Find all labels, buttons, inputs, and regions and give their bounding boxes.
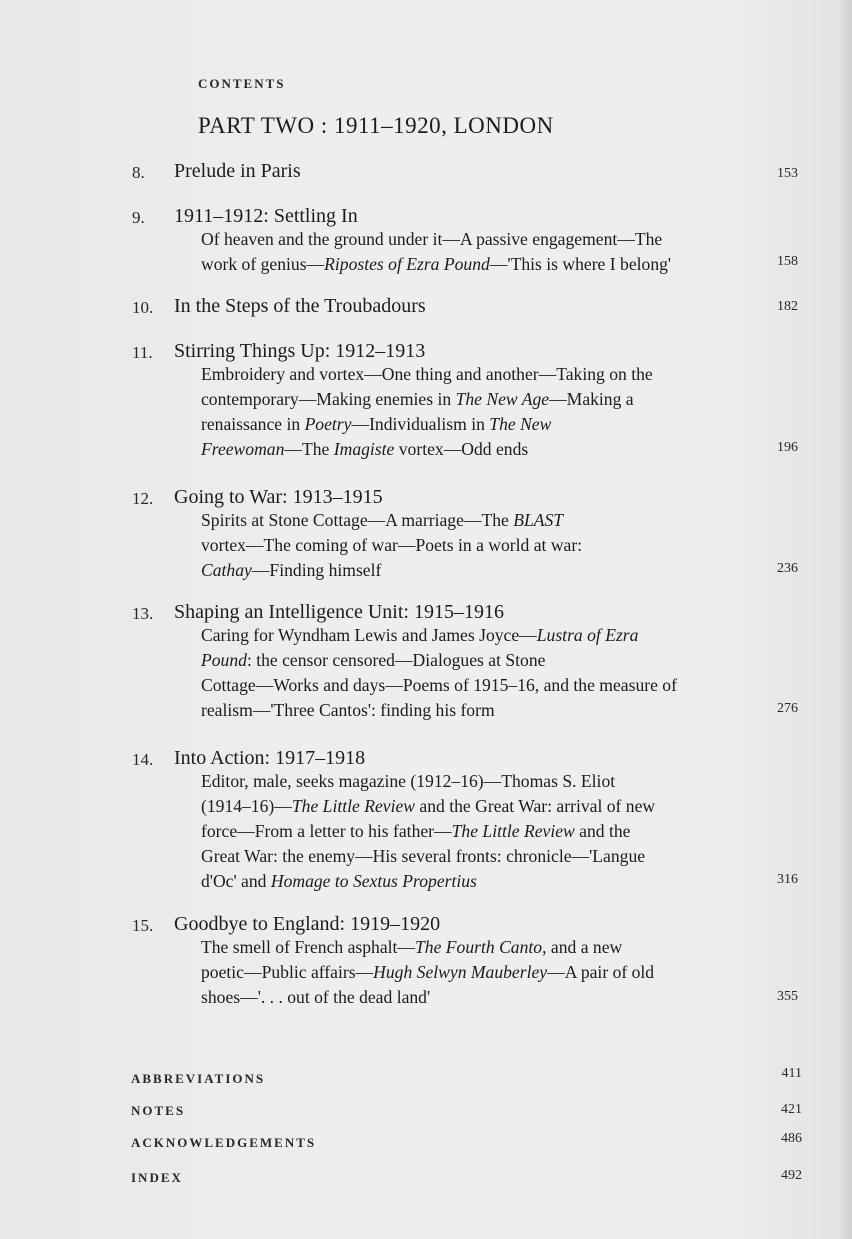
italic-title-text: Homage to Sextus Propertius: [270, 871, 477, 891]
summary-text: (1914–16)—: [201, 796, 292, 816]
chapter-title: Stirring Things Up: 1912–1913: [174, 340, 426, 362]
summary-text: The smell of French asphalt—: [201, 937, 416, 957]
summary-text: Cottage—Works and days—Poems of 1915–16, and the measure of: [201, 675, 677, 695]
chapter-summary: [201, 508, 582, 583]
page-edge-shadow: [838, 0, 852, 1239]
summary-line: [201, 508, 582, 533]
summary-text: contemporary—Making enemies in: [201, 389, 456, 409]
summary-text: , and a new: [542, 937, 623, 957]
page-number: 196: [777, 440, 798, 455]
chapter-title: 1911–1912: Settling In: [174, 205, 358, 227]
summary-line: [201, 623, 677, 648]
chapter-summary: [201, 623, 677, 723]
italic-title-text: Hugh Selwyn Mauberley: [373, 962, 548, 982]
italic-title-text: The Fourth Canto: [415, 937, 543, 957]
summary-text: Embroidery and vortex—One thing and another—Taking on the: [201, 364, 653, 384]
page-number: 236: [777, 561, 798, 576]
summary-line: [201, 985, 654, 1010]
chapter-number: 15.: [132, 916, 154, 935]
summary-text: —Making a: [549, 389, 634, 409]
part-title: PART TWO : 1911–1920, LONDON: [198, 113, 554, 138]
summary-line: [201, 412, 653, 437]
back-matter-label: ACKNOWLEDGEMENTS: [131, 1135, 317, 1150]
summary-line: [201, 844, 655, 869]
chapter-title: Going to War: 1913–1915: [174, 486, 383, 508]
summary-text: Caring for Wyndham Lewis and James Joyce—: [201, 625, 537, 645]
summary-line: [201, 794, 655, 819]
summary-line: [201, 819, 655, 844]
page-number: 153: [777, 166, 798, 181]
summary-text: realism—'Three Cantos': finding his form: [201, 700, 495, 720]
chapter-summary: [201, 769, 655, 894]
summary-text: and the: [574, 821, 631, 841]
chapter-title: Shaping an Intelligence Unit: 1915–1916: [174, 601, 504, 623]
italic-title-text: Freewoman: [201, 439, 285, 459]
summary-line: [201, 935, 654, 960]
chapter-number: 9.: [132, 208, 145, 227]
chapter-title: Prelude in Paris: [174, 160, 301, 182]
chapter-number: 13.: [132, 604, 154, 623]
chapter-number: 11.: [132, 343, 153, 362]
summary-line: [201, 533, 582, 558]
summary-line: [201, 252, 671, 277]
chapter-number: 10.: [132, 298, 154, 317]
italic-title-text: Poetry: [304, 414, 352, 434]
chapter-title: Goodbye to England: 1919–1920: [174, 913, 441, 935]
summary-text: shoes—'. . . out of the dead land': [201, 987, 431, 1007]
page-number: 316: [777, 872, 798, 887]
summary-line: [201, 227, 671, 252]
summary-line: [201, 648, 677, 673]
summary-text: : the censor censored—Dialogues at Stone: [246, 650, 546, 670]
summary-line: [201, 437, 653, 462]
summary-line: [201, 960, 654, 985]
italic-title-text: Imagiste: [333, 439, 395, 459]
italic-title-text: Lustra of Ezra: [536, 625, 639, 645]
page-number: 355: [777, 989, 798, 1004]
summary-text: Of heaven and the ground under it—A passive engagement—The: [201, 229, 663, 249]
summary-line: [201, 558, 582, 583]
summary-text: —'This is where I belong': [489, 254, 672, 274]
chapter-number: 12.: [132, 489, 154, 508]
page-number: 182: [777, 299, 798, 314]
summary-text: work of genius—: [201, 254, 325, 274]
summary-text: renaissance in: [201, 414, 305, 434]
summary-text: force—From a letter to his father—: [201, 821, 452, 841]
summary-text: —Finding himself: [251, 560, 382, 580]
back-matter-label: NOTES: [131, 1103, 186, 1118]
italic-title-text: The Little Review: [291, 796, 416, 816]
chapter-number: 8.: [132, 163, 145, 182]
summary-line: [201, 362, 653, 387]
summary-text: vortex—Odd ends: [394, 439, 529, 459]
chapter-title: Into Action: 1917–1918: [174, 747, 366, 769]
chapter-title: In the Steps of the Troubadours: [174, 295, 426, 317]
page-number: 158: [777, 254, 798, 269]
summary-text: —Individualism in: [351, 414, 490, 434]
chapter-summary: [201, 227, 671, 277]
summary-text: vortex—The coming of war—Poets in a world at war:: [201, 535, 583, 555]
summary-line: [201, 769, 655, 794]
italic-title-text: The New Age: [455, 389, 550, 409]
back-matter-page-number: 421: [781, 1102, 802, 1117]
chapter-number: 14.: [132, 750, 154, 769]
italic-title-text: Pound: [201, 650, 247, 670]
summary-text: Editor, male, seeks magazine (1912–16)—Thomas S. Eliot: [201, 771, 616, 791]
back-matter-label: ABBREVIATIONS: [131, 1071, 266, 1086]
summary-text: d'Oc' and: [201, 871, 271, 891]
chapter-summary: [201, 362, 653, 462]
summary-line: [201, 698, 677, 723]
back-matter-page-number: 492: [781, 1168, 802, 1183]
italic-title-text: Cathay: [201, 560, 252, 580]
page-number: 276: [777, 701, 798, 716]
back-matter-page-number: 486: [781, 1131, 802, 1146]
italic-title-text: Ripostes of Ezra Pound: [324, 254, 490, 274]
summary-text: poetic—Public affairs—: [201, 962, 374, 982]
summary-text: and the Great War: arrival of new: [415, 796, 656, 816]
back-matter-label: INDEX: [131, 1170, 183, 1185]
summary-text: Spirits at Stone Cottage—A marriage—The: [201, 510, 514, 530]
italic-title-text: The Little Review: [451, 821, 575, 841]
italic-title-text: BLAST: [513, 510, 564, 530]
italic-title-text: The New: [489, 414, 552, 434]
running-head: CONTENTS: [198, 76, 286, 91]
chapter-summary: [201, 935, 654, 1010]
summary-text: Great War: the enemy—His several fronts: chronicle—'Langue: [201, 846, 646, 866]
back-matter-page-number: 411: [781, 1066, 802, 1081]
summary-line: [201, 869, 655, 894]
summary-text: —A pair of old: [547, 962, 655, 982]
summary-line: [201, 387, 653, 412]
summary-text: —The: [284, 439, 334, 459]
summary-line: [201, 673, 677, 698]
